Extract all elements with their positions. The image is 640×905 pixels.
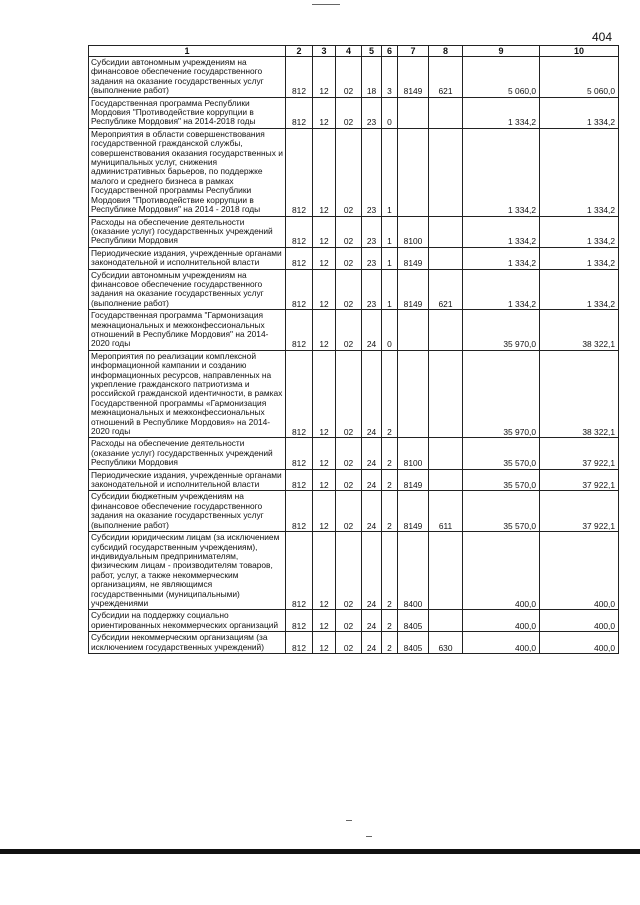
amount-cell: 37 922,1 [540,438,619,469]
amount-cell: 35 570,0 [463,469,540,491]
code-cell [398,350,429,438]
code-cell: 24 [362,310,382,351]
code-cell: 8100 [398,438,429,469]
code-cell: 2 [382,610,398,632]
code-cell: 812 [286,350,313,438]
column-header: 1 [89,46,286,57]
amount-cell: 400,0 [463,532,540,610]
code-cell: 0 [382,310,398,351]
code-cell: 12 [313,610,336,632]
amount-cell: 1 334,2 [463,128,540,216]
code-cell: 12 [313,247,336,269]
code-cell: 812 [286,97,313,128]
code-cell: 23 [362,97,382,128]
code-cell [429,350,463,438]
column-header: 4 [336,46,362,57]
code-cell: 12 [313,310,336,351]
table-row [89,247,619,269]
amount-cell: 35 570,0 [463,438,540,469]
amount-cell: 400,0 [463,610,540,632]
code-cell: 812 [286,491,313,532]
code-cell: 12 [313,128,336,216]
code-cell: 8149 [398,269,429,310]
code-cell: 02 [336,491,362,532]
row-description: Государственная программа "Гармонизация межнациональных и межконфессиональных отношений в Республике Мордовия" на 2014-2020 годы [89,310,286,351]
code-cell: 02 [336,97,362,128]
bottom-border [0,849,640,854]
row-description: Субсидии юридическим лицам (за исключением субсидий государственным учреждениям), индивидуальным предпринимателям, физическим лицам - производителям товаров, работ, услуг, а также некоммерческим организациям, не являющимся государственными (муниципальными) учреждениями [89,532,286,610]
table-row [89,57,619,98]
code-cell: 02 [336,632,362,654]
code-cell: 2 [382,350,398,438]
row-description: Расходы на обеспечение деятельности (оказание услуг) государственных учреждений Республики Мордовия [89,216,286,247]
code-cell: 23 [362,247,382,269]
amount-cell: 38 322,1 [540,310,619,351]
code-cell: 24 [362,469,382,491]
code-cell: 24 [362,610,382,632]
code-cell: 12 [313,269,336,310]
amount-cell: 1 334,2 [463,247,540,269]
code-cell: 12 [313,438,336,469]
code-cell: 8149 [398,469,429,491]
amount-cell: 1 334,2 [463,269,540,310]
row-description: Субсидии некоммерческим организациям (за исключением государственных учреждений) [89,632,286,654]
code-cell [398,128,429,216]
table-row [89,128,619,216]
amount-cell: 35 970,0 [463,350,540,438]
code-cell: 02 [336,350,362,438]
code-cell: 02 [336,216,362,247]
code-cell: 8405 [398,610,429,632]
code-cell [429,469,463,491]
amount-cell: 37 922,1 [540,491,619,532]
table-row [89,310,619,351]
amount-cell: 1 334,2 [540,247,619,269]
code-cell: 812 [286,532,313,610]
code-cell: 621 [429,57,463,98]
amount-cell: 1 334,2 [463,216,540,247]
row-description: Расходы на обеспечение деятельности (оказание услуг) государственных учреждений Республики Мордовия [89,438,286,469]
table-row [89,469,619,491]
code-cell: 8149 [398,247,429,269]
code-cell: 2 [382,632,398,654]
code-cell [429,610,463,632]
code-cell: 18 [362,57,382,98]
amount-cell: 400,0 [463,632,540,654]
code-cell: 02 [336,247,362,269]
scan-mark [366,836,372,837]
table-row [89,438,619,469]
code-cell: 12 [313,350,336,438]
row-description: Субсидии автономным учреждениям на финансовое обеспечение государственного задания на оказание государственных услуг (выполнение работ) [89,57,286,98]
scan-mark [312,4,340,5]
amount-cell: 37 922,1 [540,469,619,491]
table-row [89,216,619,247]
code-cell: 02 [336,438,362,469]
amount-cell: 400,0 [540,532,619,610]
code-cell: 2 [382,438,398,469]
budget-table [88,45,619,654]
code-cell: 24 [362,632,382,654]
code-cell: 812 [286,632,313,654]
amount-cell: 1 334,2 [540,216,619,247]
row-description: Периодические издания, учрежденные органами законодательной и исполнительной власти [89,247,286,269]
code-cell: 812 [286,469,313,491]
code-cell: 02 [336,128,362,216]
code-cell [429,97,463,128]
scan-mark [346,820,352,821]
row-description: Субсидии бюджетным учреждениям на финансовое обеспечение государственного задания на оказание государственных услуг (выполнение работ) [89,491,286,532]
amount-cell: 5 060,0 [463,57,540,98]
code-cell: 812 [286,128,313,216]
column-header: 9 [463,46,540,57]
code-cell: 12 [313,469,336,491]
code-cell: 02 [336,57,362,98]
table-row [89,269,619,310]
column-header: 2 [286,46,313,57]
amount-cell: 400,0 [540,610,619,632]
code-cell [429,532,463,610]
code-cell: 812 [286,57,313,98]
amount-cell: 1 334,2 [540,97,619,128]
code-cell: 812 [286,610,313,632]
column-header: 3 [313,46,336,57]
code-cell: 02 [336,269,362,310]
code-cell: 611 [429,491,463,532]
amount-cell: 35 570,0 [463,491,540,532]
code-cell: 8149 [398,57,429,98]
code-cell [429,310,463,351]
code-cell: 02 [336,532,362,610]
table-row [89,610,619,632]
code-cell [429,128,463,216]
code-cell: 24 [362,532,382,610]
code-cell: 2 [382,532,398,610]
code-cell: 12 [313,57,336,98]
table-body [89,57,619,654]
code-cell: 8400 [398,532,429,610]
table-row [89,632,619,654]
code-cell: 812 [286,438,313,469]
row-description: Мероприятия в области совершенствования государственной гражданской службы, совершенствования оказания государственных и муниципальных услуг, снижения административных барьеров, по поддержке малого и среднего бизнеса в рамках Государственной программы Республики Мордовия "Противодействие коррупции в Республике Мордовия" на 2014 - 2018 годы [89,128,286,216]
code-cell: 812 [286,247,313,269]
table-row [89,97,619,128]
code-cell: 3 [382,57,398,98]
code-cell: 02 [336,610,362,632]
column-header: 8 [429,46,463,57]
code-cell [398,97,429,128]
amount-cell: 400,0 [540,632,619,654]
code-cell: 1 [382,269,398,310]
column-header: 6 [382,46,398,57]
row-description: Периодические издания, учрежденные органами законодательной и исполнительной власти [89,469,286,491]
code-cell: 12 [313,491,336,532]
page-number: 404 [592,30,613,44]
code-cell: 24 [362,491,382,532]
code-cell [398,310,429,351]
code-cell: 812 [286,269,313,310]
code-cell: 2 [382,469,398,491]
code-cell: 2 [382,491,398,532]
code-cell: 12 [313,97,336,128]
row-description: Субсидии автономным учреждениям на финансовое обеспечение государственного задания на оказание государственных услуг (выполнение работ) [89,269,286,310]
code-cell: 24 [362,350,382,438]
code-cell: 23 [362,269,382,310]
row-description: Мероприятия по реализации комплексной информационной кампании и созданию информационных ресурсов, направленных на укрепление гражданского патриотизма и российской гражданской идентичности, в рамках Государственной программы «Гармонизация межнациональных и межконфессиональных отношений в Республике Мордовия» на 2014-2020 годы [89,350,286,438]
code-cell: 02 [336,310,362,351]
code-cell: 812 [286,310,313,351]
code-cell [429,247,463,269]
code-cell: 1 [382,216,398,247]
code-cell [429,438,463,469]
code-cell: 8100 [398,216,429,247]
code-cell: 8405 [398,632,429,654]
code-cell: 12 [313,632,336,654]
column-header: 5 [362,46,382,57]
code-cell [429,216,463,247]
code-cell: 0 [382,97,398,128]
code-cell: 24 [362,438,382,469]
table-row [89,491,619,532]
code-cell: 8149 [398,491,429,532]
amount-cell: 1 334,2 [540,128,619,216]
amount-cell: 1 334,2 [540,269,619,310]
header-row [89,46,619,57]
code-cell: 1 [382,247,398,269]
code-cell: 812 [286,216,313,247]
amount-cell: 5 060,0 [540,57,619,98]
code-cell: 1 [382,128,398,216]
code-cell: 23 [362,216,382,247]
code-cell: 630 [429,632,463,654]
code-cell: 621 [429,269,463,310]
column-header: 7 [398,46,429,57]
table-row [89,532,619,610]
amount-cell: 38 322,1 [540,350,619,438]
amount-cell: 1 334,2 [463,97,540,128]
column-header: 10 [540,46,619,57]
amount-cell: 35 970,0 [463,310,540,351]
table-row [89,350,619,438]
code-cell: 23 [362,128,382,216]
code-cell: 02 [336,469,362,491]
code-cell: 12 [313,216,336,247]
row-description: Субсидии на поддержку социально ориентированных некоммерческих организаций [89,610,286,632]
code-cell: 12 [313,532,336,610]
row-description: Государственная программа Республики Мордовия "Противодействие коррупции в Республике Мордовия" на 2014-2018 годы [89,97,286,128]
